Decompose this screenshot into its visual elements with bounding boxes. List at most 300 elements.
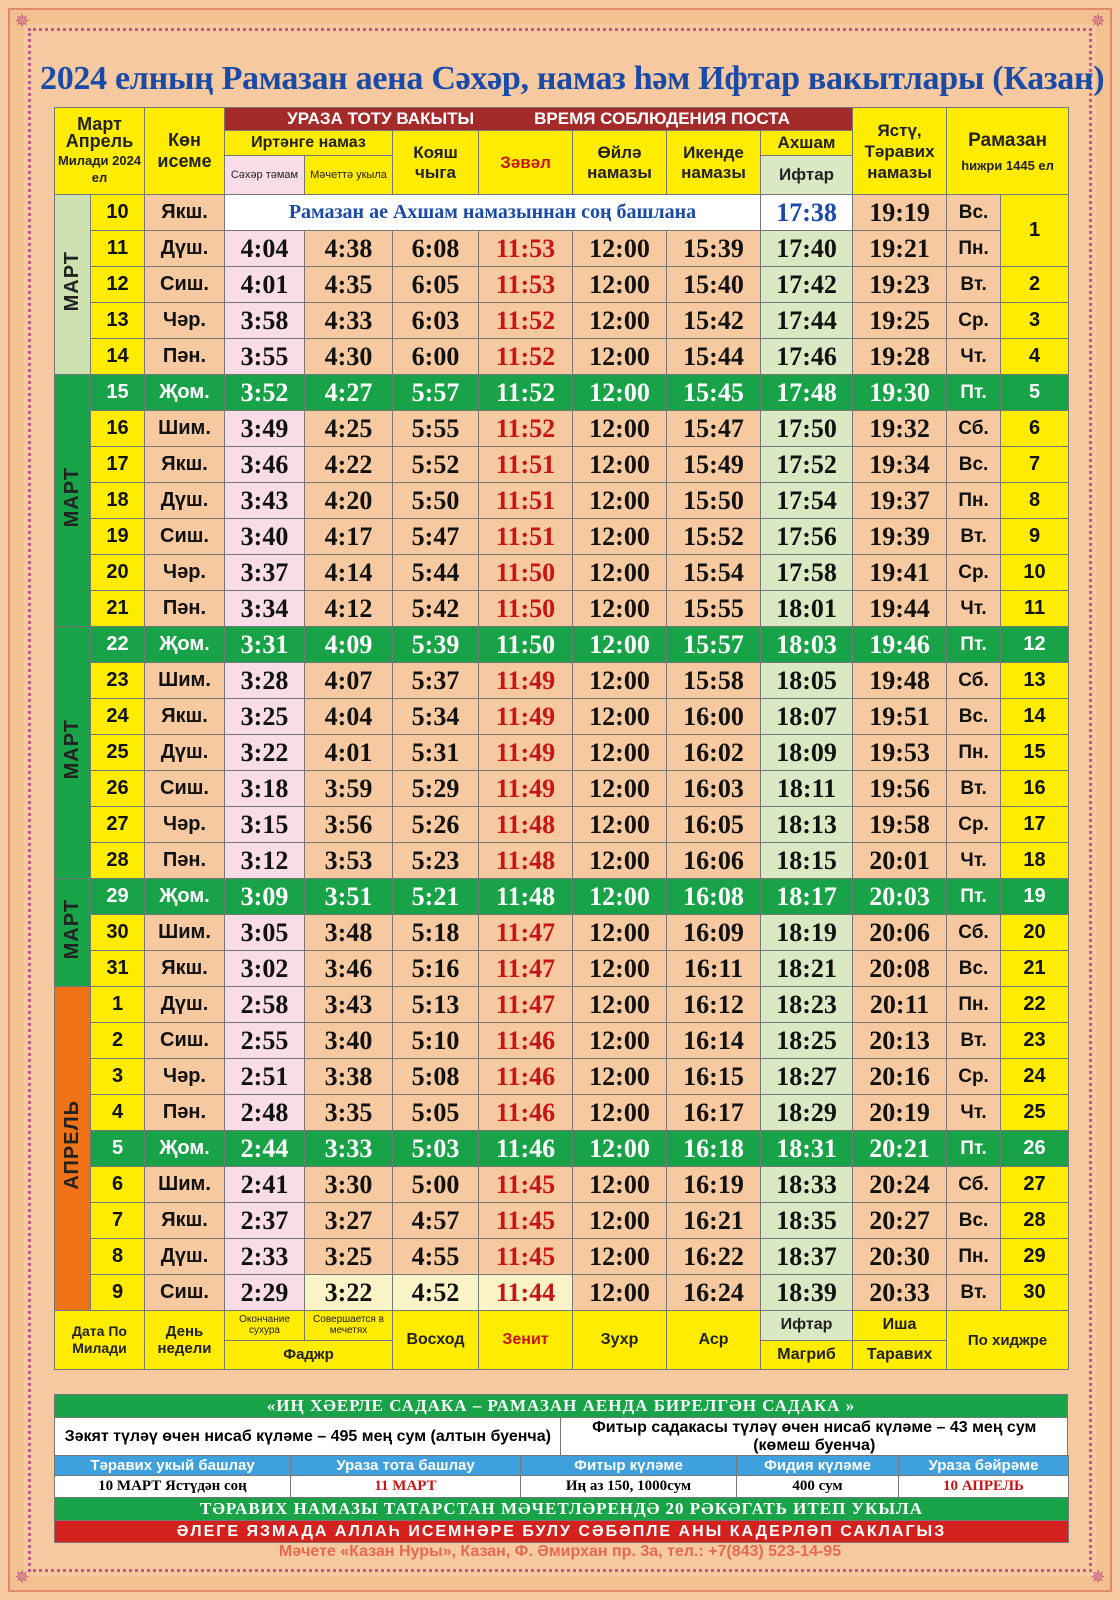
suhur-time: 2:51 (225, 1059, 305, 1095)
sunrise-time: 6:05 (393, 267, 479, 303)
sunrise-time: 4:52 (393, 1275, 479, 1311)
day-number: 31 (91, 951, 145, 987)
fajr-mosque-time: 4:12 (305, 591, 393, 627)
sunrise-time: 5:29 (393, 771, 479, 807)
weekday-name: Якш. (145, 447, 225, 483)
key-label: Фитыр күләме (521, 1456, 737, 1476)
zawal-time: 11:46 (479, 1023, 573, 1059)
weekday-ru: Пт. (947, 375, 1001, 411)
isha-time: 20:21 (853, 1131, 947, 1167)
sunrise-time: 5:13 (393, 987, 479, 1023)
dhuhr-time: 12:00 (573, 735, 667, 771)
sunrise-time: 5:44 (393, 555, 479, 591)
suhur-time: 3:25 (225, 699, 305, 735)
fajr-mosque-time: 4:09 (305, 627, 393, 663)
weekday-ru: Пт. (947, 627, 1001, 663)
fajr-mosque-time: 4:33 (305, 303, 393, 339)
ramadan-day: 16 (1001, 771, 1069, 807)
day-number: 23 (91, 663, 145, 699)
suhur-time: 3:37 (225, 555, 305, 591)
isha-time: 19:39 (853, 519, 947, 555)
suhur-time: 4:04 (225, 231, 305, 267)
asr-time: 16:18 (667, 1131, 761, 1167)
dhuhr-time: 12:00 (573, 1275, 667, 1311)
asr-time: 16:19 (667, 1167, 761, 1203)
page-title: 2024 елның Рамазан аена Сәхәр, намаз һәм Ифтар вакытлары (Казан) (40, 60, 1105, 97)
asr-time: 16:12 (667, 987, 761, 1023)
isha-time: 19:48 (853, 663, 947, 699)
asr-time: 15:44 (667, 339, 761, 375)
ramadan-day: 15 (1001, 735, 1069, 771)
day-number: 10 (91, 195, 145, 231)
table-row (55, 807, 1069, 843)
asr-time: 16:11 (667, 951, 761, 987)
table-row (55, 591, 1069, 627)
iftar-time: 18:05 (761, 663, 853, 699)
key-value: 11 МАРТ (291, 1476, 521, 1498)
asr-time: 16:21 (667, 1203, 761, 1239)
table-row (55, 1167, 1069, 1203)
footer-maghrib: Магриб (761, 1340, 853, 1370)
ramadan-day: 6 (1001, 411, 1069, 447)
iftar-time: 17:52 (761, 447, 853, 483)
dhuhr-time: 12:00 (573, 519, 667, 555)
day-number: 12 (91, 267, 145, 303)
table-row (55, 339, 1069, 375)
isha-time: 19:28 (853, 339, 947, 375)
asr-time: 15:45 (667, 375, 761, 411)
day-number: 6 (91, 1167, 145, 1203)
zawal-time: 11:49 (479, 663, 573, 699)
header-month: Март Апрель Милади 2024 ел (55, 108, 145, 195)
month-name: МАРТ (61, 718, 83, 780)
asr-time: 16:00 (667, 699, 761, 735)
day-number: 20 (91, 555, 145, 591)
iftar-time: 18:17 (761, 879, 853, 915)
day-number: 9 (91, 1275, 145, 1311)
sunrise-time: 5:31 (393, 735, 479, 771)
suhur-time: 3:02 (225, 951, 305, 987)
fajr-mosque-time: 4:01 (305, 735, 393, 771)
footer-zenith: Зенит (479, 1311, 573, 1370)
suhur-time: 2:33 (225, 1239, 305, 1275)
day-number: 16 (91, 411, 145, 447)
iftar-time: 18:31 (761, 1131, 853, 1167)
weekday-ru: Сб. (947, 411, 1001, 447)
fajr-mosque-time: 4:22 (305, 447, 393, 483)
weekday-name: Шим. (145, 663, 225, 699)
isha-time: 20:01 (853, 843, 947, 879)
weekday-ru: Пн. (947, 231, 1001, 267)
weekday-name: Чәр. (145, 807, 225, 843)
weekday-ru: Пн. (947, 1239, 1001, 1275)
header-morning-prayer: Иртәнге намаз (225, 131, 393, 156)
asr-time: 16:03 (667, 771, 761, 807)
suhur-time: 3:18 (225, 771, 305, 807)
sunrise-time: 5:08 (393, 1059, 479, 1095)
table-row (55, 231, 1069, 267)
weekday-name: Чәр. (145, 303, 225, 339)
zawal-time: 11:52 (479, 411, 573, 447)
weekday-name: Җом. (145, 375, 225, 411)
isha-time: 19:41 (853, 555, 947, 591)
iftar-time: 18:33 (761, 1167, 853, 1203)
ramadan-day: 3 (1001, 303, 1069, 339)
weekday-ru: Ср. (947, 303, 1001, 339)
day-number: 11 (91, 231, 145, 267)
sunrise-time: 6:00 (393, 339, 479, 375)
day-number: 22 (91, 627, 145, 663)
sunrise-time: 5:52 (393, 447, 479, 483)
dhuhr-time: 12:00 (573, 663, 667, 699)
iftar-time: 17:48 (761, 375, 853, 411)
asr-time: 15:55 (667, 591, 761, 627)
asr-time: 16:05 (667, 807, 761, 843)
weekday-ru: Вт. (947, 267, 1001, 303)
dhuhr-time: 12:00 (573, 807, 667, 843)
key-value: 10 МАРТ Ястүдән соң (55, 1476, 291, 1498)
ramadan-start-note: Рамазан ае Ахшам намазыннан соң башлана (225, 195, 761, 231)
ornament-icon: ✵ (14, 1567, 30, 1588)
zawal-time: 11:50 (479, 627, 573, 663)
isha-time: 20:13 (853, 1023, 947, 1059)
sunrise-time: 5:10 (393, 1023, 479, 1059)
fajr-mosque-time: 3:33 (305, 1131, 393, 1167)
day-number: 13 (91, 303, 145, 339)
suhur-time: 3:05 (225, 915, 305, 951)
suhur-time: 3:22 (225, 735, 305, 771)
zawal-time: 11:53 (479, 267, 573, 303)
ramadan-day: 8 (1001, 483, 1069, 519)
iftar-time: 18:19 (761, 915, 853, 951)
table-row (55, 303, 1069, 339)
isha-time: 19:51 (853, 699, 947, 735)
dhuhr-time: 12:00 (573, 1167, 667, 1203)
suhur-time: 2:41 (225, 1167, 305, 1203)
weekday-name: Сиш. (145, 519, 225, 555)
footer-suhur-end: Окончание сухура (225, 1311, 305, 1341)
asr-time: 15:47 (667, 411, 761, 447)
weekday-name: Чәр. (145, 555, 225, 591)
dhuhr-time: 12:00 (573, 231, 667, 267)
iftar-time: 17:42 (761, 267, 853, 303)
zawal-time: 11:44 (479, 1275, 573, 1311)
dhuhr-time: 12:00 (573, 915, 667, 951)
iftar-time: 18:23 (761, 987, 853, 1023)
fajr-mosque-time: 3:56 (305, 807, 393, 843)
ramadan-day: 13 (1001, 663, 1069, 699)
asr-time: 16:24 (667, 1275, 761, 1311)
asr-time: 16:08 (667, 879, 761, 915)
zawal-time: 11:48 (479, 843, 573, 879)
ramadan-day: 19 (1001, 879, 1069, 915)
iftar-time: 18:11 (761, 771, 853, 807)
weekday-name: Пән. (145, 339, 225, 375)
header-maghrib: Ахшам (761, 131, 853, 156)
isha-time: 20:03 (853, 879, 947, 915)
mosque-contact: Мәчете «Казан Нуры», Казан, Ф. Әмирхан пр. 3а, тел.: +7(843) 523-14-95 (278, 1543, 842, 1560)
iftar-time: 17:46 (761, 339, 853, 375)
header-dhuhr: Өйлә намазы (573, 131, 667, 195)
table-row (55, 483, 1069, 519)
ramadan-day: 26 (1001, 1131, 1069, 1167)
day-number: 7 (91, 1203, 145, 1239)
isha-time: 20:11 (853, 987, 947, 1023)
zawal-time: 11:45 (479, 1167, 573, 1203)
dhuhr-time: 12:00 (573, 267, 667, 303)
fajr-mosque-time: 3:46 (305, 951, 393, 987)
weekday-name: Шим. (145, 411, 225, 447)
weekday-ru: Чт. (947, 339, 1001, 375)
key-value: 400 сум (737, 1476, 899, 1498)
ramadan-day: 11 (1001, 591, 1069, 627)
ramadan-day: 24 (1001, 1059, 1069, 1095)
asr-time: 15:39 (667, 231, 761, 267)
sunrise-time: 5:57 (393, 375, 479, 411)
isha-time: 19:58 (853, 807, 947, 843)
zawal-time: 11:45 (479, 1203, 573, 1239)
isha-time: 19:34 (853, 447, 947, 483)
asr-time: 16:06 (667, 843, 761, 879)
isha-time: 19:23 (853, 267, 947, 303)
table-row (55, 1131, 1069, 1167)
table-row (55, 519, 1069, 555)
dhuhr-time: 12:00 (573, 1131, 667, 1167)
dhuhr-time: 12:00 (573, 951, 667, 987)
ornament-icon: ✵ (1090, 1567, 1106, 1588)
sunrise-time: 5:55 (393, 411, 479, 447)
iftar-time: 17:58 (761, 555, 853, 591)
table-row (55, 699, 1069, 735)
ramadan-day: 23 (1001, 1023, 1069, 1059)
dhuhr-time: 12:00 (573, 627, 667, 663)
ramadan-day: 14 (1001, 699, 1069, 735)
iftar-time: 18:01 (761, 591, 853, 627)
table-row (55, 1023, 1069, 1059)
ramadan-day: 9 (1001, 519, 1069, 555)
dhuhr-time: 12:00 (573, 771, 667, 807)
asr-time: 15:42 (667, 303, 761, 339)
asr-time: 15:54 (667, 555, 761, 591)
ornament-icon: ✵ (14, 11, 30, 32)
charity-banner: «ИҢ ХӘЕРЛЕ САДАКА – РАМАЗАН АЕНДА БИРЕЛГӘН САДАКА » (55, 1395, 1068, 1418)
weekday-ru: Вт. (947, 1023, 1001, 1059)
key-label: Ураза тота башлау (291, 1456, 521, 1476)
taraweeh-banner: ТӘРАВИХ НАМАЗЫ ТАТАРСТАН МӘЧЕТЛӘРЕНДӘ 20 РӘКӘГАТЬ ИТЕП УКЫЛА (55, 1498, 1069, 1521)
table-row (55, 1203, 1069, 1239)
asr-time: 16:14 (667, 1023, 761, 1059)
weekday-name: Дүш. (145, 483, 225, 519)
iftar-time: 18:07 (761, 699, 853, 735)
header-sunrise: Кояш чыга (393, 131, 479, 195)
key-value: 10 АПРЕЛЬ (899, 1476, 1069, 1498)
day-number: 27 (91, 807, 145, 843)
sunrise-time: 5:50 (393, 483, 479, 519)
fajr-mosque-time: 3:53 (305, 843, 393, 879)
zawal-time: 11:46 (479, 1131, 573, 1167)
ramadan-day: 17 (1001, 807, 1069, 843)
dhuhr-time: 12:00 (573, 591, 667, 627)
isha-time: 19:25 (853, 303, 947, 339)
prayer-times-table (54, 107, 1069, 1370)
dhuhr-time: 12:00 (573, 447, 667, 483)
weekday-ru: Ср. (947, 1059, 1001, 1095)
ramadan-day: 30 (1001, 1275, 1069, 1311)
iftar-time: 18:37 (761, 1239, 853, 1275)
header-zawal: Зәвәл (479, 131, 573, 195)
day-number: 1 (91, 987, 145, 1023)
isha-time: 20:30 (853, 1239, 947, 1275)
ramadan-day: 27 (1001, 1167, 1069, 1203)
footer-sunrise: Восход (393, 1311, 479, 1370)
sunrise-time: 5:37 (393, 663, 479, 699)
weekday-name: Җом. (145, 1131, 225, 1167)
weekday-ru: Ср. (947, 807, 1001, 843)
dhuhr-time: 12:00 (573, 1059, 667, 1095)
sunrise-time: 5:05 (393, 1095, 479, 1131)
ramadan-day: 25 (1001, 1095, 1069, 1131)
table-row (55, 771, 1069, 807)
weekday-name: Дүш. (145, 987, 225, 1023)
footer-hijri: По хиджре (947, 1311, 1069, 1370)
day-number: 26 (91, 771, 145, 807)
month-label (55, 375, 91, 627)
weekday-ru: Вс. (947, 699, 1001, 735)
fajr-mosque-time: 3:25 (305, 1239, 393, 1275)
zawal-time: 11:47 (479, 951, 573, 987)
suhur-time: 2:29 (225, 1275, 305, 1311)
isha-time: 19:53 (853, 735, 947, 771)
suhur-time: 2:48 (225, 1095, 305, 1131)
iftar-time: 17:38 (761, 195, 853, 231)
table-row (55, 735, 1069, 771)
ramadan-day: 2 (1001, 267, 1069, 303)
dhuhr-time: 12:00 (573, 699, 667, 735)
day-number: 18 (91, 483, 145, 519)
day-number: 3 (91, 1059, 145, 1095)
suhur-time: 4:01 (225, 267, 305, 303)
zawal-time: 11:48 (479, 807, 573, 843)
month-name: АПРЕЛЬ (61, 1100, 83, 1190)
header-ramadan: Рамазан һижри 1445 ел (947, 108, 1069, 195)
footer-asr: Аср (667, 1311, 761, 1370)
weekday-name: Шим. (145, 1167, 225, 1203)
day-number: 15 (91, 375, 145, 411)
month-label (55, 195, 91, 375)
sunrise-time: 6:03 (393, 303, 479, 339)
weekday-name: Якш. (145, 195, 225, 231)
zawal-time: 11:51 (479, 519, 573, 555)
table-row (55, 375, 1069, 411)
header-asr: Икенде намазы (667, 131, 761, 195)
isha-time: 19:19 (853, 195, 947, 231)
isha-time: 20:08 (853, 951, 947, 987)
suhur-time: 2:58 (225, 987, 305, 1023)
dhuhr-time: 12:00 (573, 879, 667, 915)
suhur-time: 2:44 (225, 1131, 305, 1167)
asr-time: 15:49 (667, 447, 761, 483)
zawal-time: 11:52 (479, 339, 573, 375)
iftar-time: 18:21 (761, 951, 853, 987)
isha-time: 20:19 (853, 1095, 947, 1131)
suhur-time: 3:40 (225, 519, 305, 555)
iftar-time: 17:50 (761, 411, 853, 447)
table-row (55, 627, 1069, 663)
day-number: 19 (91, 519, 145, 555)
ramadan-day: 7 (1001, 447, 1069, 483)
dhuhr-time: 12:00 (573, 375, 667, 411)
weekday-name: Сиш. (145, 267, 225, 303)
day-number: 14 (91, 339, 145, 375)
weekday-name: Дүш. (145, 231, 225, 267)
iftar-time: 18:39 (761, 1275, 853, 1311)
table-row (55, 1239, 1069, 1275)
fajr-mosque-time: 3:22 (305, 1275, 393, 1311)
sunrise-time: 5:23 (393, 843, 479, 879)
table-row (55, 951, 1069, 987)
asr-time: 15:40 (667, 267, 761, 303)
zawal-time: 11:48 (479, 879, 573, 915)
fajr-mosque-time: 3:40 (305, 1023, 393, 1059)
zakat-note: Зәкят түләү өчен нисаб күләме – 495 мең сум (алтын буенча) (55, 1418, 561, 1457)
weekday-ru: Пн. (947, 735, 1001, 771)
fajr-mosque-time: 3:35 (305, 1095, 393, 1131)
month-name: МАРТ (61, 250, 83, 312)
fajr-mosque-time: 4:38 (305, 231, 393, 267)
ramadan-day: 20 (1001, 915, 1069, 951)
asr-time: 15:58 (667, 663, 761, 699)
weekday-ru: Сб. (947, 915, 1001, 951)
weekday-name: Пән. (145, 843, 225, 879)
footer-taraweeh: Таравих (853, 1340, 947, 1370)
weekday-ru: Чт. (947, 1095, 1001, 1131)
weekday-name: Якш. (145, 951, 225, 987)
month-name: МАРТ (61, 466, 83, 528)
day-number: 30 (91, 915, 145, 951)
footer-mosque: Совершается в мечетях (305, 1311, 393, 1341)
weekday-name: Сиш. (145, 1023, 225, 1059)
iftar-time: 18:27 (761, 1059, 853, 1095)
suhur-time: 3:43 (225, 483, 305, 519)
sunrise-time: 6:08 (393, 231, 479, 267)
weekday-name: Сиш. (145, 771, 225, 807)
fajr-mosque-time: 4:07 (305, 663, 393, 699)
asr-time: 15:57 (667, 627, 761, 663)
table-row (55, 879, 1069, 915)
fajr-mosque-time: 4:17 (305, 519, 393, 555)
suhur-time: 3:55 (225, 339, 305, 375)
fajr-mosque-time: 3:43 (305, 987, 393, 1023)
asr-time: 15:52 (667, 519, 761, 555)
fajr-mosque-time: 3:30 (305, 1167, 393, 1203)
isha-time: 20:06 (853, 915, 947, 951)
header-isha: Ястү, Тәравих намазы (853, 108, 947, 195)
weekday-name: Якш. (145, 1203, 225, 1239)
dhuhr-time: 12:00 (573, 1095, 667, 1131)
month-name: МАРТ (61, 898, 83, 960)
weekday-ru: Ср. (947, 555, 1001, 591)
footer-weekday: День недели (145, 1311, 225, 1370)
table-row (55, 411, 1069, 447)
iftar-time: 17:56 (761, 519, 853, 555)
iftar-time: 18:15 (761, 843, 853, 879)
isha-time: 19:32 (853, 411, 947, 447)
table-row (55, 663, 1069, 699)
isha-time: 19:44 (853, 591, 947, 627)
zawal-time: 11:45 (479, 1239, 573, 1275)
sunrise-time: 4:57 (393, 1203, 479, 1239)
suhur-time: 3:15 (225, 807, 305, 843)
